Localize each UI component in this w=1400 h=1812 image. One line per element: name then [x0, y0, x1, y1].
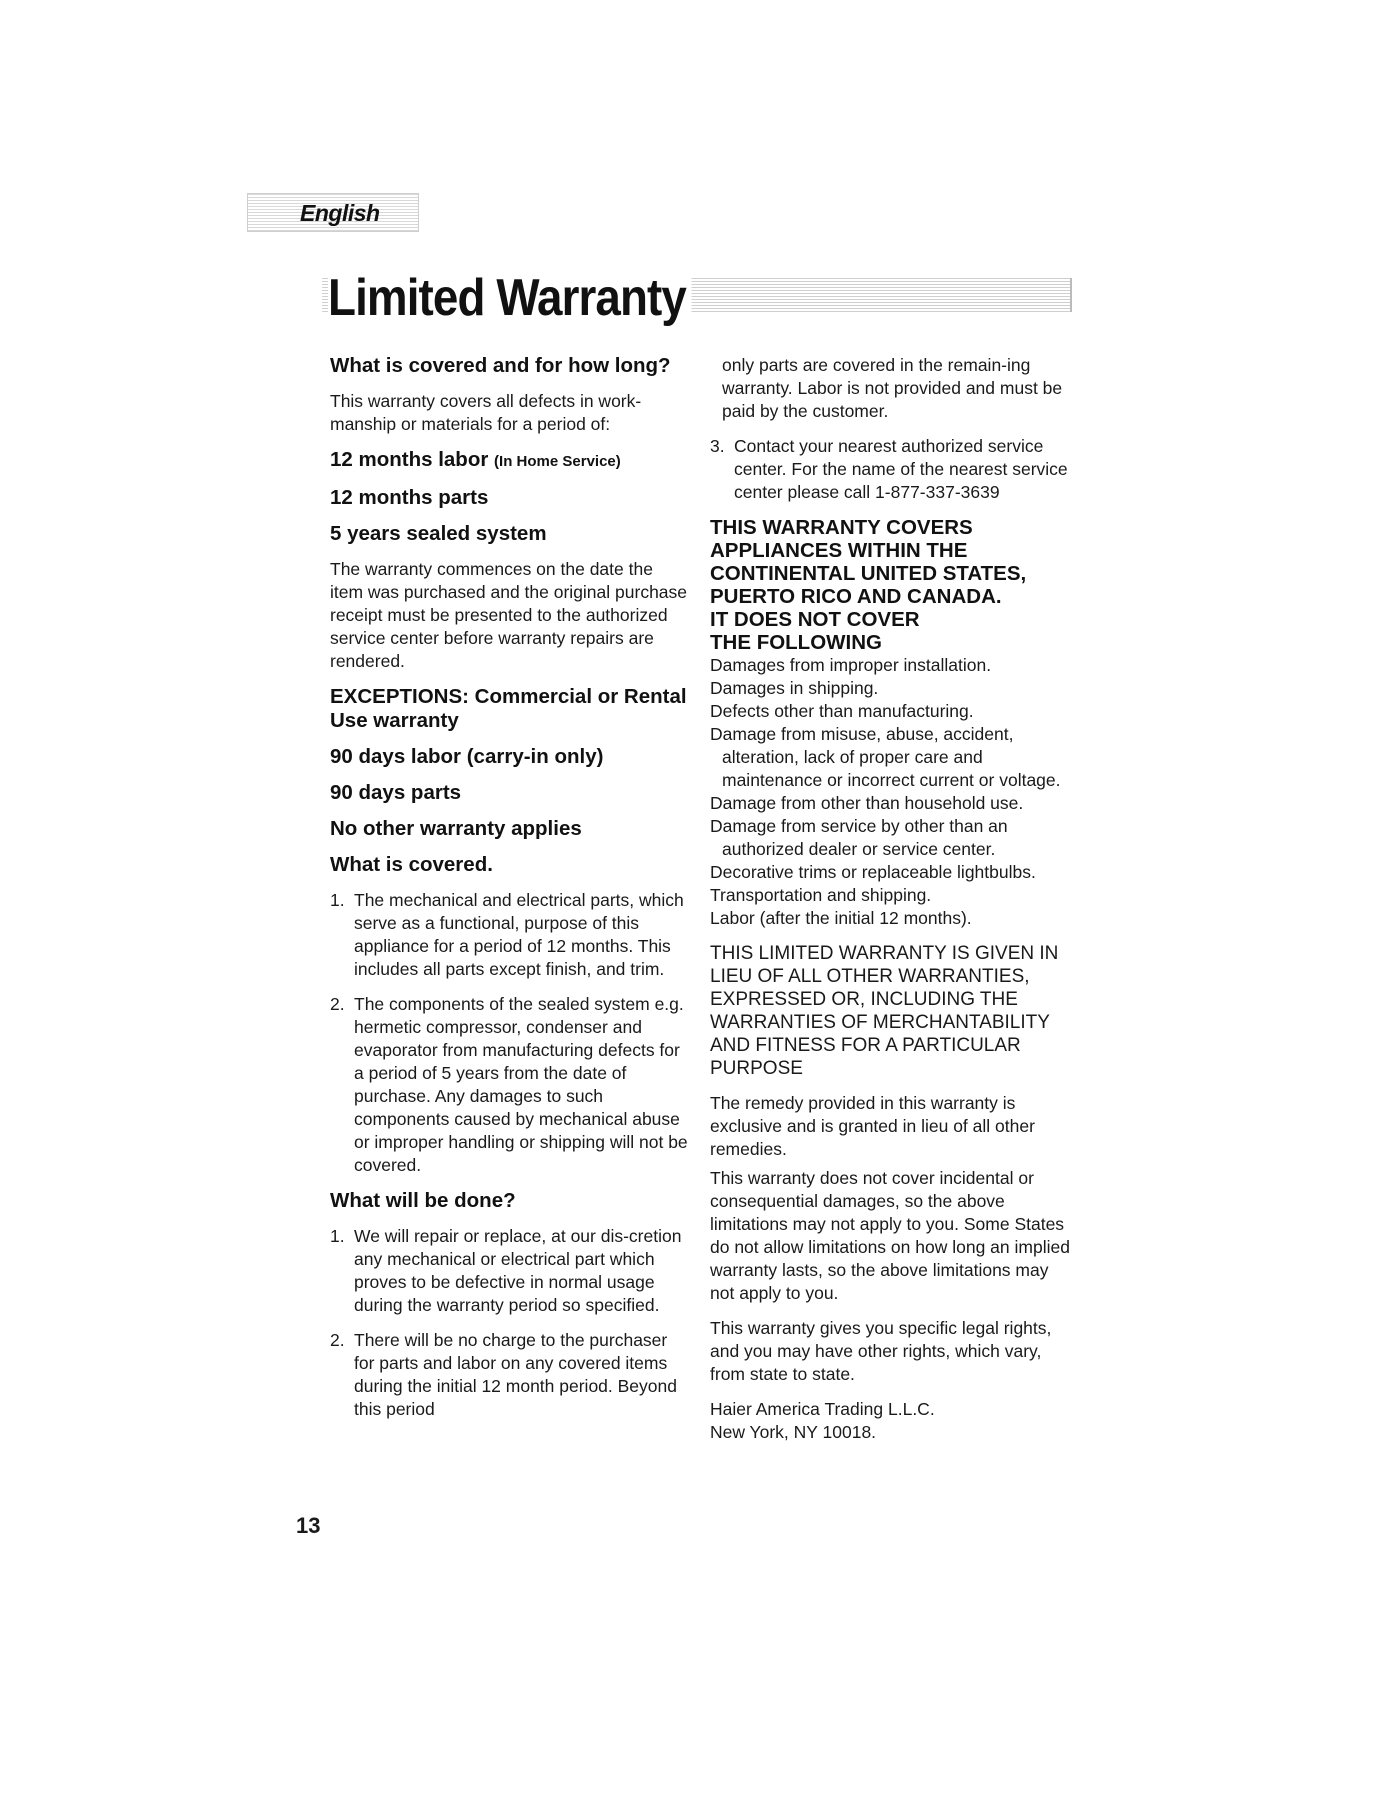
- coverage-intro: This warranty covers all defects in work-manship or materials for a period of:: [330, 391, 642, 434]
- coverage-area-line: THIS WARRANTY COVERS: [710, 516, 973, 539]
- labor-term-text: 12 months labor: [330, 448, 489, 471]
- list-item: [330, 1329, 690, 1421]
- labor-term: [330, 448, 690, 474]
- page-number: 13: [296, 1513, 321, 1538]
- continued-paragraph: only parts are covered in the remain-ing warranty. Labor is not provided and must be paid by the customer.: [722, 355, 1063, 421]
- exclusion-item: Damage from misuse, abuse, accident, alteration, lack of proper care and maintenance or incorrect current or voltage.: [710, 724, 1061, 790]
- list-item: [330, 889, 690, 981]
- incidental-damages-paragraph: This warranty does not cover incidental or consequential damages, so the above limitations may not apply to you. Some States do not allow limitations on how long an implied warranty lasts, so the above limitations may not apply to you.: [710, 1168, 1070, 1303]
- legal-rights-paragraph: This warranty gives you specific legal rights, and you may have other rights, which vary, from state to state.: [710, 1318, 1052, 1384]
- exclusion-item: Defects other than manufacturing.: [710, 701, 974, 721]
- remedy-paragraph: The remedy provided in this warranty is exclusive and is granted in lieu of all other remedies.: [710, 1093, 1035, 1159]
- list-text: Contact your nearest authorized service center. For the name of the nearest service center please call 1-877-337-3639: [734, 436, 1068, 502]
- exceptions-heading: EXCEPTIONS: Commercial or Rental Use warranty: [330, 685, 687, 732]
- limited-warranty-disclaimer: THIS LIMITED WARRANTY IS GIVEN IN LIEU OF ALL OTHER WARRANTIES, EXPRESSED OR, INCLUDING THE WARRANTIES OF MERCHANTABILITY AND FITNESS FOR A PARTICULAR PURPOSE: [710, 943, 1059, 1079]
- company-name: Haier America Trading L.L.C.: [710, 1399, 935, 1419]
- what-is-covered-heading: What is covered.: [330, 853, 493, 876]
- list-item: [330, 1225, 690, 1317]
- exception-parts: 90 days parts: [330, 781, 462, 804]
- coverage-area-line: APPLIANCES WITHIN THE: [710, 539, 968, 562]
- no-other-warranty: No other warranty applies: [330, 817, 582, 840]
- exclusions-list: [710, 654, 1070, 930]
- what-will-be-done-heading: What will be done?: [330, 1189, 516, 1212]
- list-item: [330, 993, 690, 1177]
- list-number: 2.: [330, 994, 345, 1014]
- exception-labor: 90 days labor (carry-in only): [330, 745, 604, 768]
- right-column: [710, 354, 1070, 1456]
- list-number: 1.: [330, 890, 345, 910]
- list-text: The mechanical and electrical parts, which serve as a functional, purpose of this appliance for a period of 12 months. This includes all parts except finish, and trim.: [354, 890, 684, 979]
- left-column: [330, 354, 690, 1433]
- company-address: New York, NY 10018.: [710, 1422, 877, 1442]
- exclusion-item: Damages from improper installation.: [710, 655, 992, 675]
- exclusion-item: Decorative trims or replaceable lightbulbs.: [710, 862, 1036, 882]
- exclusion-item: Transportation and shipping.: [710, 885, 932, 905]
- list-item: [710, 435, 1070, 504]
- commencement-paragraph: The warranty commences on the date the item was purchased and the original purchase receipt must be presented to the authorized service center before warranty repairs are rendered.: [330, 559, 688, 671]
- list-text: There will be no charge to the purchaser for parts and labor on any covered items during the initial 12 month period. Beyond this period: [354, 1330, 677, 1419]
- coverage-heading: What is covered and for how long?: [330, 354, 671, 377]
- coverage-area-line: CONTINENTAL UNITED STATES,: [710, 562, 1027, 585]
- exclusion-item: Labor (after the initial 12 months).: [710, 908, 972, 928]
- page-title: Limited Warranty: [328, 272, 691, 324]
- exclusion-item: Damage from service by other than an authorized dealer or service center.: [710, 816, 1008, 859]
- language-label: English: [300, 200, 380, 226]
- coverage-area-line: IT DOES NOT COVER: [710, 608, 920, 631]
- list-number: 2.: [330, 1330, 345, 1350]
- coverage-area-heading: [710, 516, 1070, 654]
- coverage-area-line: PUERTO RICO AND CANADA.: [710, 585, 1002, 608]
- exclusion-item: Damage from other than household use.: [710, 793, 1024, 813]
- language-tab: [247, 193, 419, 232]
- list-text: The components of the sealed system e.g. hermetic compressor, condenser and evaporator from manufacturing defects for a period of 5 years from the date of purchase. Any damages to such components caused by mechanical abuse or improper handling or shipping will not be covered.: [354, 994, 688, 1175]
- coverage-area-line: THE FOLLOWING: [710, 631, 882, 654]
- sealed-system-term: 5 years sealed system: [330, 522, 547, 545]
- parts-term: 12 months parts: [330, 486, 489, 509]
- exclusion-item: Damages in shipping.: [710, 678, 879, 698]
- list-text: We will repair or replace, at our dis-cretion any mechanical or electrical part which proves to be defective in normal usage during the warranty period so specified.: [354, 1226, 682, 1315]
- labor-term-note: (In Home Service): [494, 453, 621, 470]
- list-number: 3.: [710, 436, 725, 456]
- list-number: 1.: [330, 1226, 345, 1246]
